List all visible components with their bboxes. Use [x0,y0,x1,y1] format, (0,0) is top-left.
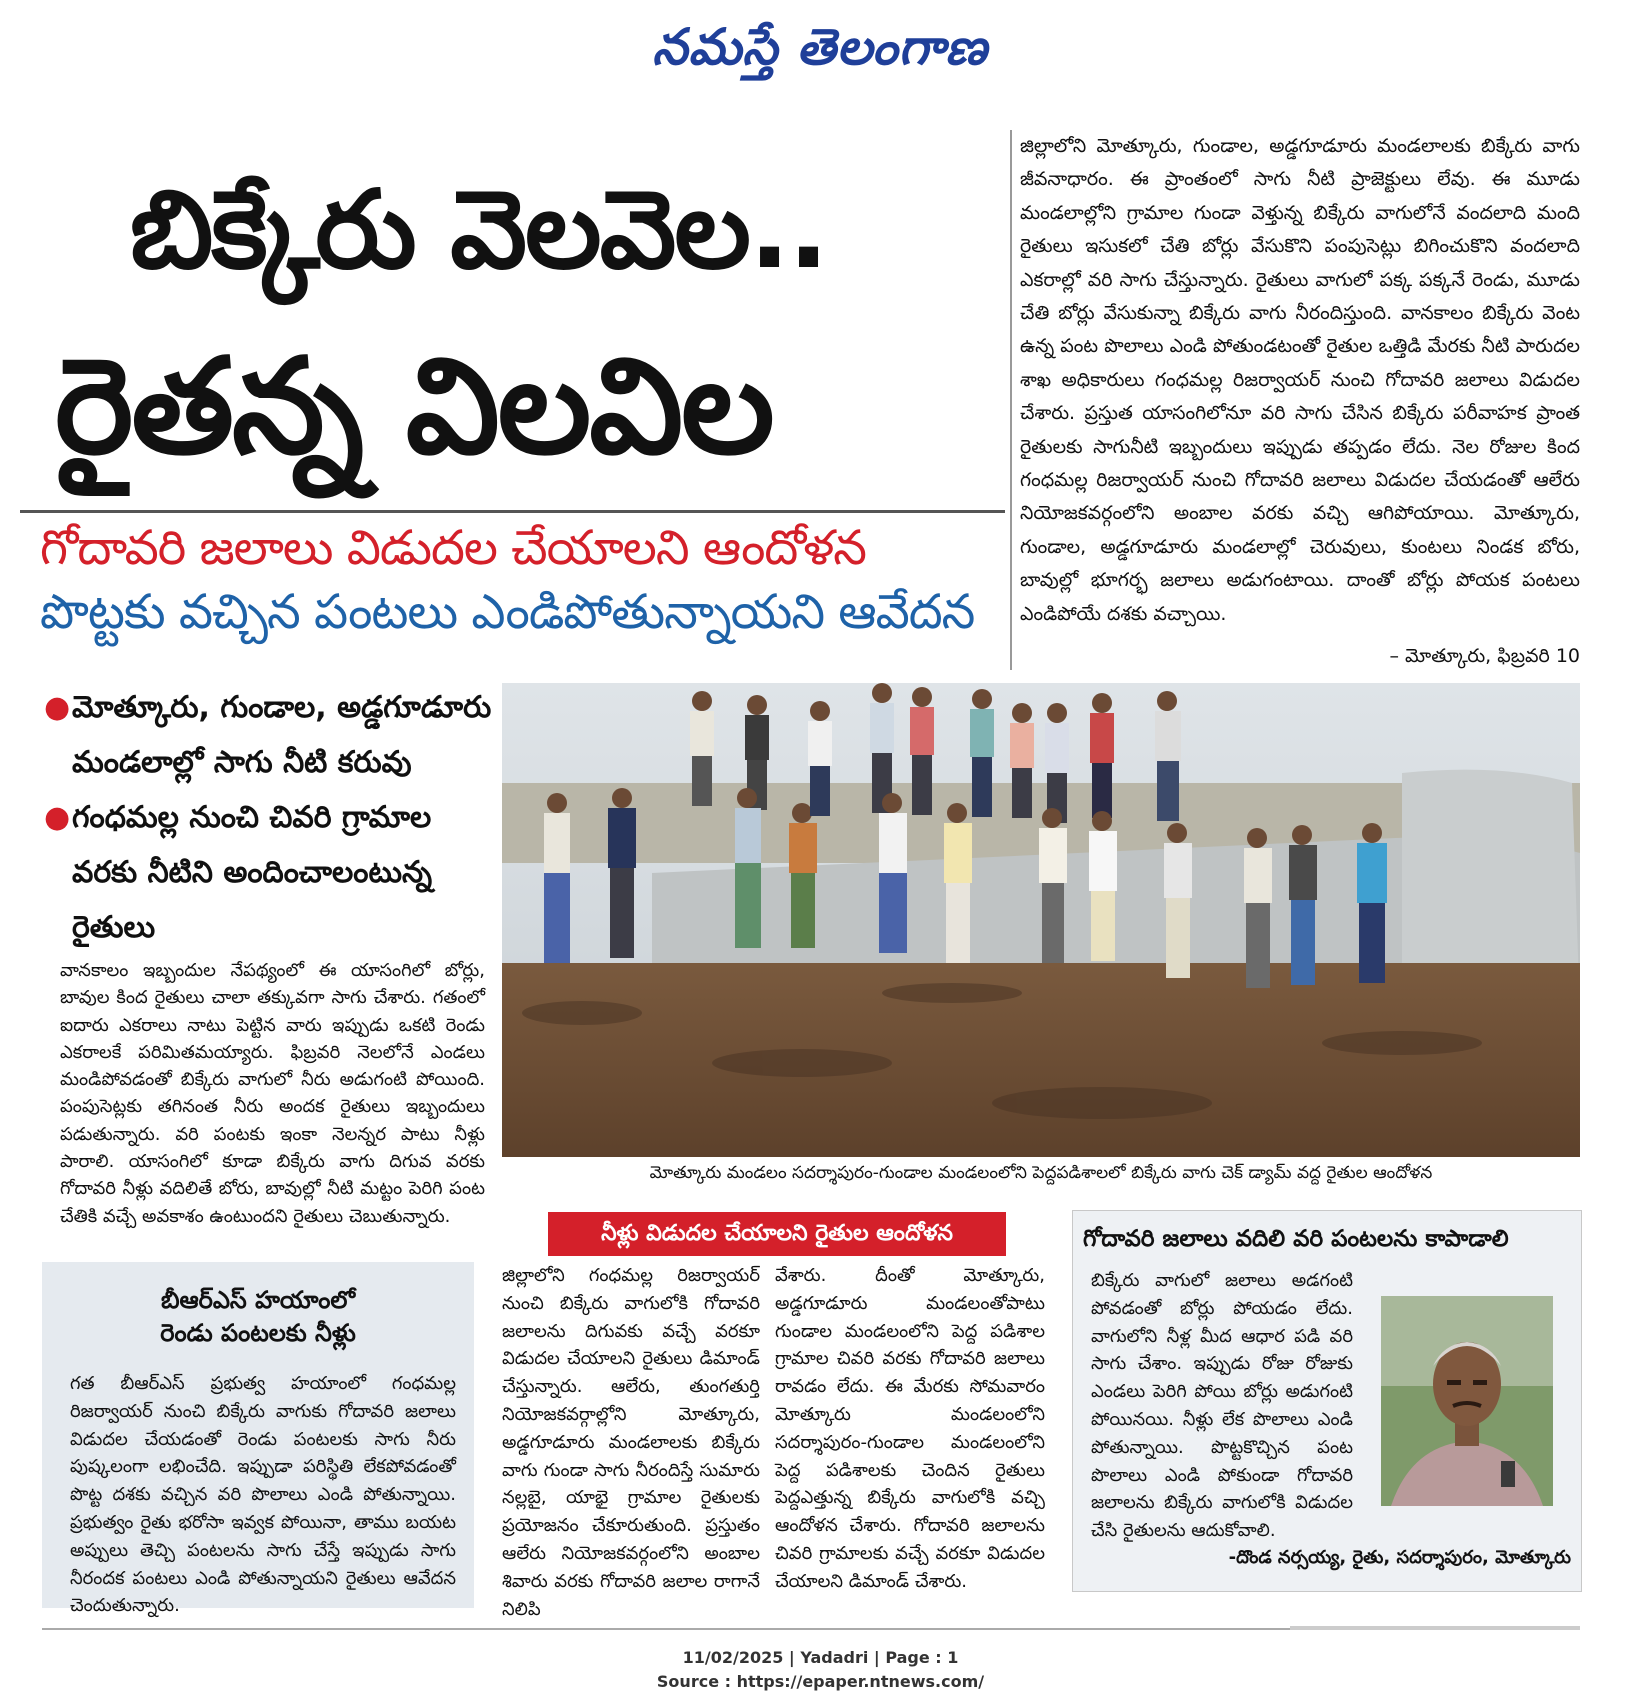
left-article-text: వానకాలం ఇబ్బందుల నేపథ్యంలో ఈ యాసంగిలో బోర్లు, బావుల కింద రైతులు చాలా తక్కువగా సాగు చేశారు. గతంలో ఐదారు ఎకరాలు నాటు పెట్టిన వారు ఇప్పుడు ఒకటి రెండు ఎకరాలకే పరిమితమయ్యారు. ఫిబ్రవరి నెలలోనే ఎండలు మండిపోవడంతో బిక్కేరు వాగులో నీరు అడుగంటి పోయింది. పంపుసెట్లకు తగినంత నీరు అందక రైతులు ఇబ్బందులు పడుతున్నారు. వరి పంటకు ఇంకా నెలన్నర పాటు నీళ్లు పారాలి. యాసంగిలో కూడా బిక్కేరు వాగు దిగువ వరకు గోదావరి నీళ్లు వదిలితే బోరు, బావుల్లో నీటి మట్టం పెరిగి పంట చేతికి వచ్చే అవకాశం ఉంటుందని రైతులు చెబుతున్నారు. [60,960,485,1227]
headline-line-2: రైతన్న విలవిల [55,330,773,484]
farmer-portrait [1381,1296,1553,1506]
subhead-red: గోదావరి జలాలు విడుదల చేయాలని ఆందోళన [40,520,867,576]
protest-column-1: జిల్లాలోని గంధమల్ల రిజర్వాయర్ నుంచి బిక్కేరు వాగులోకి గోదావరి జలాలను దిగువకు వచ్చే వరకూ విడుదల చేయాలని రైతులు డిమాండ్ చేస్తున్నారు. ఆలేరు, తుంగతుర్తి నియోజకవర్గాల్లోని మోత్కూరు, అడ్డగూడూరు మండలాలకు బిక్కేరు వాగు గుండా సాగు నీరందిస్తే సుమారు నల్లబై, యాభై గ్రామాల రైతులకు ప్రయోజనం చేకూరుతుంది. ప్రస్తుతం ఆలేరు నియోజకవర్గంలోని అంబాల శివారు వరకు గోదావరి జలాల రాగానే నిలిపి [502,1265,760,1620]
protest-photo [502,683,1580,1157]
brs-title-line-1: బీఆర్ఎస్ హయాంలో [160,1286,356,1314]
dateline: – మోత్కూరు, ఫిబ్రవరి 10 [1389,645,1580,667]
bullet-icon: ● [44,800,71,835]
farmer-quote-box [1072,1210,1582,1592]
headline-line-1: బిక్కేరు వెలవెల.. [130,168,828,293]
farmer-quote-text: బిక్కేరు వాగులో జలాలు అడగంటి పోవడంతో బోర్లు పోయడం లేదు. వాగులోని నీళ్ల మీద ఆధార పడి వరి సాగు చేశాం. ఇప్పుడు రోజు రోజుకు ఎండలు పెరిగి పోయి బోర్లు అడుగంటి పోయినయి. నీళ్లు లేక పొలాలు ఎండి పోతున్నాయి. పొట్టకొచ్చిన పంట పొలాలు ఎండి పోకుండా గోదావరి జలాలను బిక్కేరు వాగులోకి విడుదల చేసి రైతులను ఆదుకోవాలి. [1091,1270,1353,1542]
headline-divider [20,510,1005,513]
highlight-item [40,680,500,790]
highlight-item [40,790,500,955]
highlight-text: మోత్కూరు, గుండాల, అడ్డగూడూరు మండలాల్లో సాగు నీటి కరువు [72,690,492,780]
lead-article-text: జిల్లాలోని మోత్కూరు, గుండాల, అడ్డగూడూరు మండలాలకు బిక్కేరు వాగు జీవనాధారం. ఈ ప్రాంతంలో సాగు నీటి ప్రాజెక్టులు లేవు. ఈ మూడు మండలాల్లోని గ్రామాల గుండా వెళ్తున్న బిక్కేరు వాగులోనే వందలాది మంది రైతులు ఇసుకలో చేతి బోర్లు వేసుకొని పంపుసెట్లు బిగించుకొని వందలాది ఎకరాల్లో వరి సాగు చేస్తున్నారు. రైతులు వాగులో పక్క పక్కనే రెండు, మూడు చేతి బోర్లు వేసుకున్నా బిక్కేరు వాగు నీరందిస్తుంది. వానకాలం బిక్కేరు వెంట ఉన్న పంట పొలాలు ఎండి పోతుండటంతో రైతుల ఒత్తిడి మేరకు నీటి పారుదల శాఖ అధికారులు గంధమల్ల రిజర్వాయర్ నుంచి గోదావరి జలాలు విడుదల చేశారు. ప్రస్తుత యాసంగిలోనూ వరి సాగు చేసిన బిక్కేరు పరీవాహక ప్రాంత రైతులకు సాగునీటి ఇబ్బందులు ఇప్పుడు తప్పడం లేదు. నెల రోజుల కింద గంధమల్ల రిజర్వాయర్ నుంచి గోదావరి జలాలు విడుదల చేయడంతో ఆలేరు నియోజకవర్గంలోని అంబాల వరకు వచ్చి ఆగిపోయాయి. మోత్కూరు, గుండాల, అడ్డగూడూరు మండలాల్లో చెరువులు, కుంటలు నిండక బోరు, బావుల్లో భూగర్భ జలాలు అడుగంటాయి. దాంతో బోర్లు పోయక పంటలు ఎండిపోయే దశకు వచ్చాయి. [1020,135,1580,625]
highlights-list [40,680,500,955]
brs-title-line-2: రెండు పంటలకు నీళ్లు [160,1319,356,1347]
brs-box-title [42,1284,474,1350]
subhead-blue: పొట్టకు వచ్చిన పంటలు ఎండిపోతున్నాయని ఆవేదన [40,584,975,640]
column-divider [1010,130,1012,670]
bullet-icon: ● [44,690,71,725]
brs-box-text: గత బీఆర్ఎస్ ప్రభుత్వ హయాంలో గంధమల్ల రిజర్వాయర్ నుంచి బిక్కేరు వాగుకు గోదావరి జలాలు విడుదల చేయడంతో రెండు పంటలకు సాగు నీరు పుష్కలంగా లభించేది. ఇప్పుడా పరిస్థితి లేకపోవడంతో పొట్ట దశకు వచ్చిన వరి పొలాలు ఎండి పోతున్నాయి. ప్రభుత్వం రైతు భరోసా ఇవ్వక పోయినా, తాము బయట అప్పులు తెచ్చి పంటలను సాగు చేస్తే ఇప్పుడు సాగు నీరందక పంటలు ఎండి పోతున్నాయని రైతులు ఆవేదన చెందుతున్నారు. [70,1373,456,1617]
masthead-logo: నమస్తే తెలంగాణ [652,17,988,76]
photo-caption: మోత్కూరు మండలం సదర్శాపురం-గుండాల మండలంలోని పెద్దపడిశాలలో బిక్కేరు వాగు చెక్ డ్యామ్ వద్ద రైతుల ఆందోళన [649,1163,1433,1183]
footer-source-link[interactable]: Source : https://epaper.ntnews.com/ [656,1672,985,1691]
highlight-text: గంధమల్ల నుంచి చివరి గ్రామాల వరకు నీటిని అందించాలంటున్న రైతులు [72,800,433,945]
protest-banner: నీళ్లు విడుదల చేయాలని రైతుల ఆందోళన [548,1212,1006,1256]
farmer-signature: -దొండ నర్సయ్య, రైతు, సదర్శాపురం, మోత్కూరు [1228,1547,1571,1568]
brs-sidebar-box [42,1262,474,1617]
footer-divider-accent [1290,1626,1580,1630]
protest-column-2: వేశారు. దీంతో మోత్కూరు, అడ్డగూడూరు మండలంతోపాటు గుండాల మండలంలోని పెద్ద పడిశాల గ్రామాల చివరి వరకు గోదావరి జలాలు రావడం లేదు. ఈ మేరకు సోమవారం మోత్కూరు మండలంలోని సదర్శాపురం-గుండాల మండలంలోని పెద్ద పడిశాలకు చెందిన రైతులు పెద్దఎత్తున్న బిక్కేరు వాగులోకి వచ్చి ఆందోళన చేశారు. గోదావరి జలాలను చివరి గ్రామాలకు వచ్చే వరకూ విడుదల చేయాలని డిమాండ్ చేశారు. [775,1265,1045,1592]
footer-date-edition: 11/02/2025 | Yadadri | Page : 1 [682,1648,959,1667]
farmer-box-title: గోదావరి జలాలు వదిలి వరి పంటలను కాపాడాలి [1083,1226,1509,1252]
